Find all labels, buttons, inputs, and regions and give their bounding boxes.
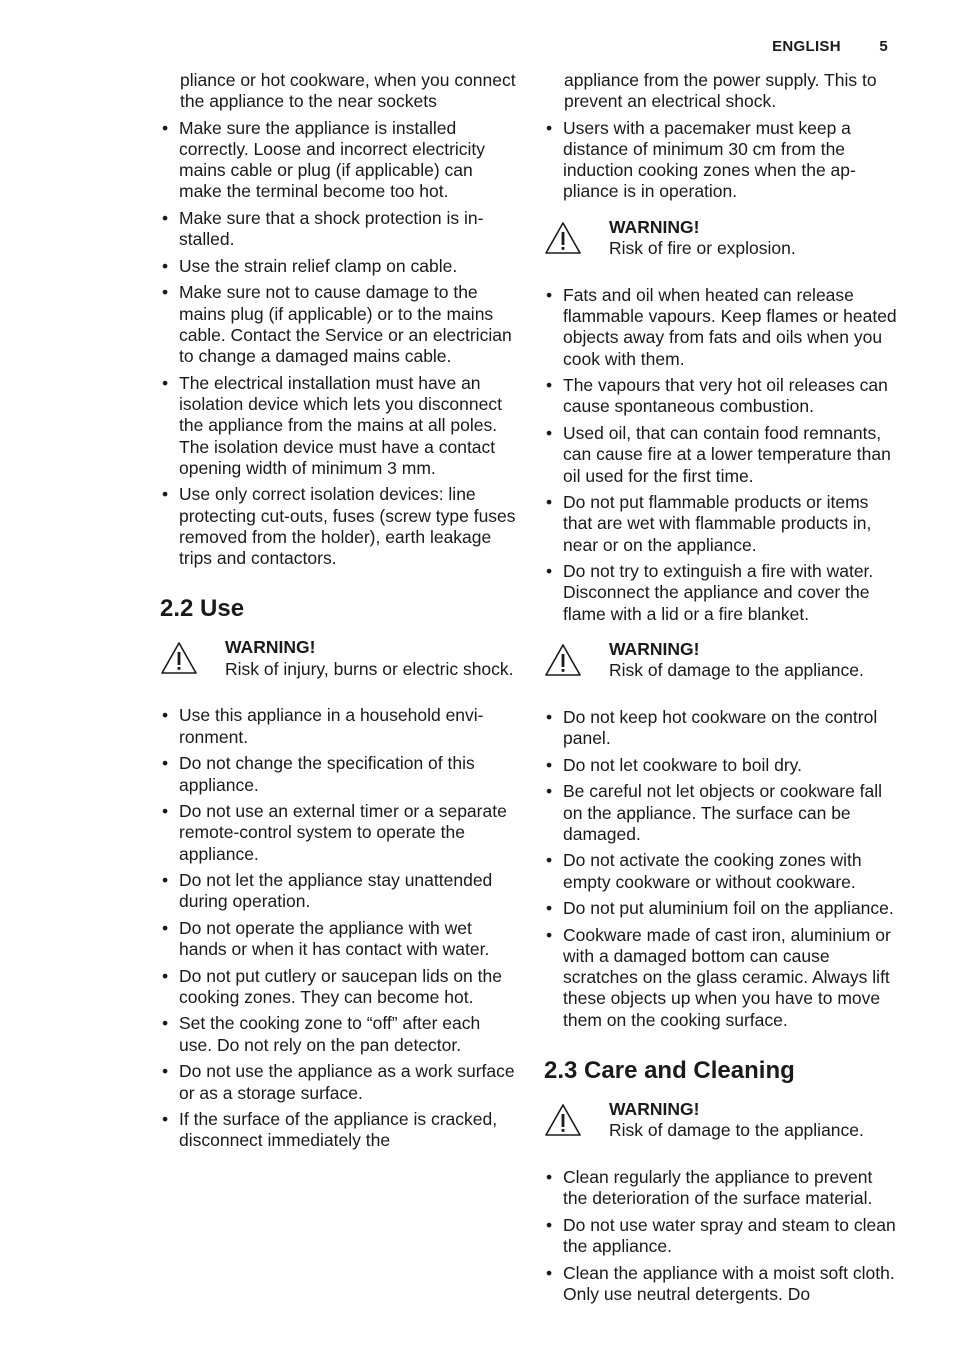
warning-text: Risk of injury, burns or electric shock. — [225, 658, 514, 679]
warning-title: WARNING! — [609, 216, 700, 237]
warning-triangle-icon — [544, 1103, 582, 1137]
list-item: • Make sure the appliance is installed correctly. Loose and incorrect electricity mains cable or plug (if applicable) can make the terminal become too hot. — [160, 118, 516, 203]
list-item: • Do not activate the cooking zones with empty cookware or without cookware. — [544, 850, 900, 893]
bullet-list — [160, 118, 516, 570]
list-item: • Do not put aluminium foil on the appliance. — [544, 898, 900, 919]
list-item: • Be careful not let objects or cookware fall on the appliance. The surface can be damaged. — [544, 781, 900, 845]
list-item: • Set the cooking zone to “off” after each use. Do not rely on the pan detector. — [160, 1013, 516, 1056]
list-item: • Do not put cutlery or saucepan lids on the cooking zones. They can become hot. — [160, 966, 516, 1009]
list-item: • Fats and oil when heated can release flammable vapours. Keep flames or heated objects away from fats and oils when you cook with them. — [544, 285, 900, 370]
section-heading-use — [160, 595, 516, 623]
list-item: • The vapours that very hot oil releases can cause spontaneous combustion. — [544, 375, 900, 418]
warning-triangle-icon — [544, 643, 582, 677]
warning-title: WARNING! — [609, 638, 700, 659]
warning-box — [544, 217, 900, 267]
warning-title: WARNING! — [225, 637, 316, 658]
list-item: • Do not put flammable products or items that are wet with flammable products in, near or on the appliance. — [544, 492, 900, 556]
bullet-list — [544, 707, 900, 1031]
right-column — [544, 70, 900, 1310]
list-item: • Users with a pacemaker must keep a distance of minimum 30 cm from the induction cooking zones when the appliance is in operation. — [544, 118, 900, 203]
language-label: ENGLISH — [772, 38, 841, 55]
list-item: • Used oil, that can contain food remnants, can cause fire at a lower temperature than oil used for the first time. — [544, 423, 900, 487]
list-item: • Make sure not to cause damage to the mains plug (if applicable) or to the mains cable. Contact the Service or an electrician to change a damaged mains cable. — [160, 282, 516, 367]
continuation-text: appliance from the power supply. This to prevent an electrical shock. — [564, 70, 877, 112]
warning-text: Risk of fire or explosion. — [609, 238, 796, 259]
warning-text: Risk of damage to the appliance. — [609, 660, 864, 681]
bullet-list — [544, 1167, 900, 1305]
list-item: • Do not use the appliance as a work surface or as a storage surface. — [160, 1061, 516, 1104]
warning-triangle-icon — [544, 221, 582, 255]
warning-box — [544, 1099, 900, 1149]
section-number: 2.2 — [160, 595, 194, 623]
list-item: • Do not keep hot cookware on the control panel. — [544, 707, 900, 750]
bullet-list — [160, 705, 516, 1151]
warning-text: Risk of damage to the appliance. — [609, 1120, 864, 1141]
list-item: • Make sure that a shock protection is installed. — [160, 208, 516, 251]
list-item: • Do not change the specification of this appliance. — [160, 753, 516, 796]
warning-box — [544, 639, 900, 689]
section-heading-care — [544, 1057, 900, 1085]
list-item: • Use the strain relief clamp on cable. — [160, 256, 516, 277]
list-item: • Cookware made of cast iron, aluminium or with a damaged bottom can cause scratches on the glass ceramic. Always lift these objects up when you have to move them on the cooking surface. — [544, 925, 900, 1031]
list-item: • If the surface of the appliance is cracked, disconnect immediately the — [160, 1109, 516, 1152]
continuation-text: pliance or hot cookware, when you connect the appliance to the near sockets — [180, 70, 516, 112]
list-item: • Do not let the appliance stay unattended during operation. — [160, 870, 516, 913]
list-item: • Use only correct isolation devices: line protecting cut-outs, fuses (screw type fuses removed from the holder), earth leakage trips and contactors. — [160, 484, 516, 569]
warning-title: WARNING! — [609, 1099, 700, 1120]
section-title: Use — [200, 595, 245, 623]
list-item: • Clean the appliance with a moist soft cloth. Only use neutral detergents. Do — [544, 1263, 900, 1306]
page-header — [772, 38, 888, 55]
left-column — [160, 70, 516, 1157]
page-number: 5 — [879, 38, 888, 55]
list-item: • Do not use an external timer or a separate remote-control system to operate the appliance. — [160, 801, 516, 865]
list-item: • Do not let cookware to boil dry. — [544, 755, 900, 776]
list-item: • Do not try to extinguish a fire with water. Disconnect the appliance and cover the flame with a lid or a fire blanket. — [544, 561, 900, 625]
list-item: • Clean regularly the appliance to prevent the deterioration of the surface material. — [544, 1167, 900, 1210]
list-item: • Use this appliance in a household environment. — [160, 705, 516, 748]
warning-triangle-icon — [160, 641, 198, 675]
bullet-list — [544, 118, 900, 203]
warning-box — [160, 637, 516, 687]
section-title: Care and Cleaning — [584, 1057, 795, 1085]
bullet-list — [544, 285, 900, 625]
list-item: • Do not operate the appliance with wet hands or when it has contact with water. — [160, 918, 516, 961]
section-number: 2.3 — [544, 1057, 578, 1085]
list-item: • The electrical installation must have an isolation device which lets you disconnect the appliance from the mains at all poles. The isolation device must have a contact opening width of minimum 3 mm. — [160, 373, 516, 479]
list-item: • Do not use water spray and steam to clean the appliance. — [544, 1215, 900, 1258]
